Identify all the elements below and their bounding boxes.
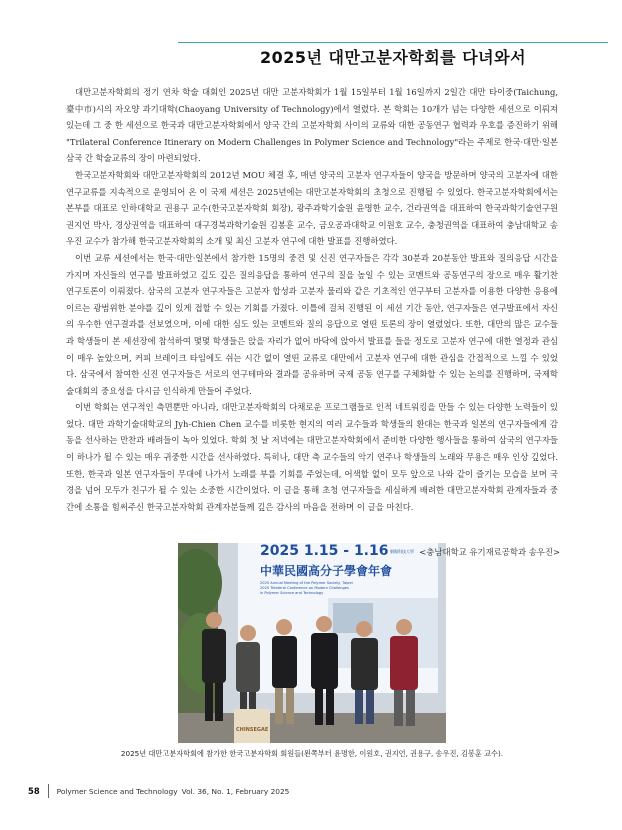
paragraph-3: 이번 교류 세션에서는 한국·대만·일본에서 참가한 15명의 중견 및 신진 연구자들은 각각 30분과 20분동안 발표와 질의응답 시간을 가지며 자신들의 연구를 발표하였고 깊도 깊은 질의응답을 통하여 연구의 질을 높일 수 있는 코멘트와 공동연구의 장으로 매우 활기찬 연구토론이 이뤄졌다. 삼국의 고분자 연구자들은 고분자 합성과 고분자 물리와 같은 기초적인 연구부터 고분자를 이용한 다양한 응용에 이르는 광범위한 분야를 깊이 있게 접할 수 있는 기회를 가졌다. 이틀에 걸쳐 진행된 이 세션 기간 동안, 연구자들은 연구발표에서 자신의 우수한 연구결과를 선보였으며, 이에 대한 심도 있는 코멘트와 질의 응답으로 열띤 토론의 장이 열렸었다. 또한, 대만의 많은 교수들과 학생들이 본 세션장에 참석하여 몇몇 학생들은 앉을 자리가 없어 바닥에 앉아서 발표를 들을 정도로 고분자 연구에 대한 열정과 관심이 매우 높았으며, 커피 브레이크 타임에도 쉬는 시간 없이 열띤 교류로 대만에서 고분자 연구에 대한 관심을 간접적으로 느낄 수 있었다. 삼국에서 참여한 신진 연구자들은 서로의 연구테마와 결과를 공유하며 국제 공동 연구를 구체화할 수 있는 논의를 진행하며, 국제학술대회의 중요성을 다시금 인식하게 만들어 주었다. xyxy=(66,252,558,396)
page-number: 58 xyxy=(28,786,40,796)
journal-issue: Vol. 36, No. 1, February 2025 xyxy=(181,786,290,796)
title-rule xyxy=(178,42,608,43)
banner-line-3: in Polymer Science and Technology xyxy=(260,591,324,595)
bag-label: CHINSEGAE xyxy=(236,727,269,733)
article-body xyxy=(66,84,558,515)
journal-name: Polymer Science and Technology xyxy=(56,786,178,796)
group-photo-illustration xyxy=(178,543,446,743)
banner-line-2: 2025 Trilateral Conference on Modern Challenges xyxy=(260,586,349,590)
banner-date: 2025 1.15 - 1.16 xyxy=(260,543,389,559)
photo-caption: 2025년 대만고분자학회에 참가한 한국고분자학회 회원들(왼쪽부터 윤명한, 이원호, 권지언, 권용구, 송우진, 김봉훈 교수). xyxy=(120,749,504,758)
paragraph-4: 이번 학회는 연구적인 측면뿐만 아니라, 대만고분자학회의 다채로운 프로그램들로 인적 네트워킹을 만들 수 있는 다양한 노력들이 있었다. 대만 과학기술대학교의 Jyh-Chien Chen 교수를 비롯한 현지의 여러 교수들과 학생들의 환대는 한국과 일본의 연구자들에게 감동을 선사하는 만찬과 배려들이 녹아 있었다. 학회 첫 날 저녁에는 대만고분자학회에서 준비한 다양한 행사들을 통하여 삼국의 연구자들이 하나가 될 수 있는 매우 귀중한 시간을 선사하였다. 특히나, 대만 측 교수들의 악기 연주나 학생들의 노래와 무용은 매우 인상 깊었다. 또한, 한국과 일본 연구자들이 무대에 나가서 노래를 부를 기회를 주었는데, 어색할 없이 모두 앞으로 나와 같이 즐기는 모습을 보며 국경을 넘어 모두가 친구가 될 수 있는 소중한 시간이었다. 이 글을 통해 초청 연구자들을 세심하게 배려한 대만고분자학회 관계자들과 중간에 소통을 힘써주신 한국고분자학회 관계자분들께 깊은 감사의 마음을 전하며 이 글을 마친다. xyxy=(66,402,558,512)
banner-line-1: 2025 Annual Meeting of the Polymer Society, Taipei xyxy=(260,581,353,585)
paragraph-1: 대만고분자학회의 정기 연차 학술 대회인 2025년 대만 고분자학회가 1월 15일부터 1월 16일까지 2일간 대만 타이중(Taichung, 臺中市)시의 자오양 과기대학(Chaoyang University of Technology)에서 열렸다. 본 학회는 10개가 넘는 다양한 세션으로 이뤄져 있는데 그 중 한 세션으로 한국과 대만고분자학회에서 양국 간의 고분자학회 사이의 교류와 대한 공동연구 협력과 우호를 증진하기 위해 "Trilateral Conference Itinerary on Modern Challenges in Polymer Science and Technology"라는 주제로 한국·대만·일본 삼국 간 학술교류의 장이 마련되었다. xyxy=(66,87,558,164)
footer-divider xyxy=(48,784,49,798)
author-signature: <충남대학교 유기재료공학과 송우진> xyxy=(419,547,560,557)
banner-venue: 朝陽科技大學 xyxy=(390,549,414,554)
shopping-bag xyxy=(234,709,270,743)
paragraph-2: 한국고분자학회와 대만고분자학회의 2012년 MOU 체결 후, 매년 양국의 고분자 연구자들이 양국을 방문하며 양국의 고분자에 대한 연구교류를 지속적으로 운영되어 온 이 국제 세션은 2025년에는 대만고분자학회의 초청으로 진행될 수 있었다. 한국고분자학회에서는 본부를 대표로 인하대학교 권용구 교수(한국고분자학회 회장), 광주과학기술원 윤명한 교수, 건라권역을 대표하여 한국과학기술연구원 권지언 박사, 경상권역을 대표하여 대구경북과학기술원 김봉훈 교수, 금오공과대학교 이원호 교수, 충청권역을 대표하여 충남대학교 송우진 교수가 참가해 한국고분자학회의 소개 및 최신 고분자 연구에 대한 발표를 진행하였다. xyxy=(66,169,558,247)
group-photo xyxy=(178,543,446,743)
article-title: 2025년 대만고분자학회를 다녀와서 xyxy=(259,48,527,67)
page-footer xyxy=(28,784,289,798)
banner-title: 中華民國高分子學會年會 xyxy=(260,564,393,578)
